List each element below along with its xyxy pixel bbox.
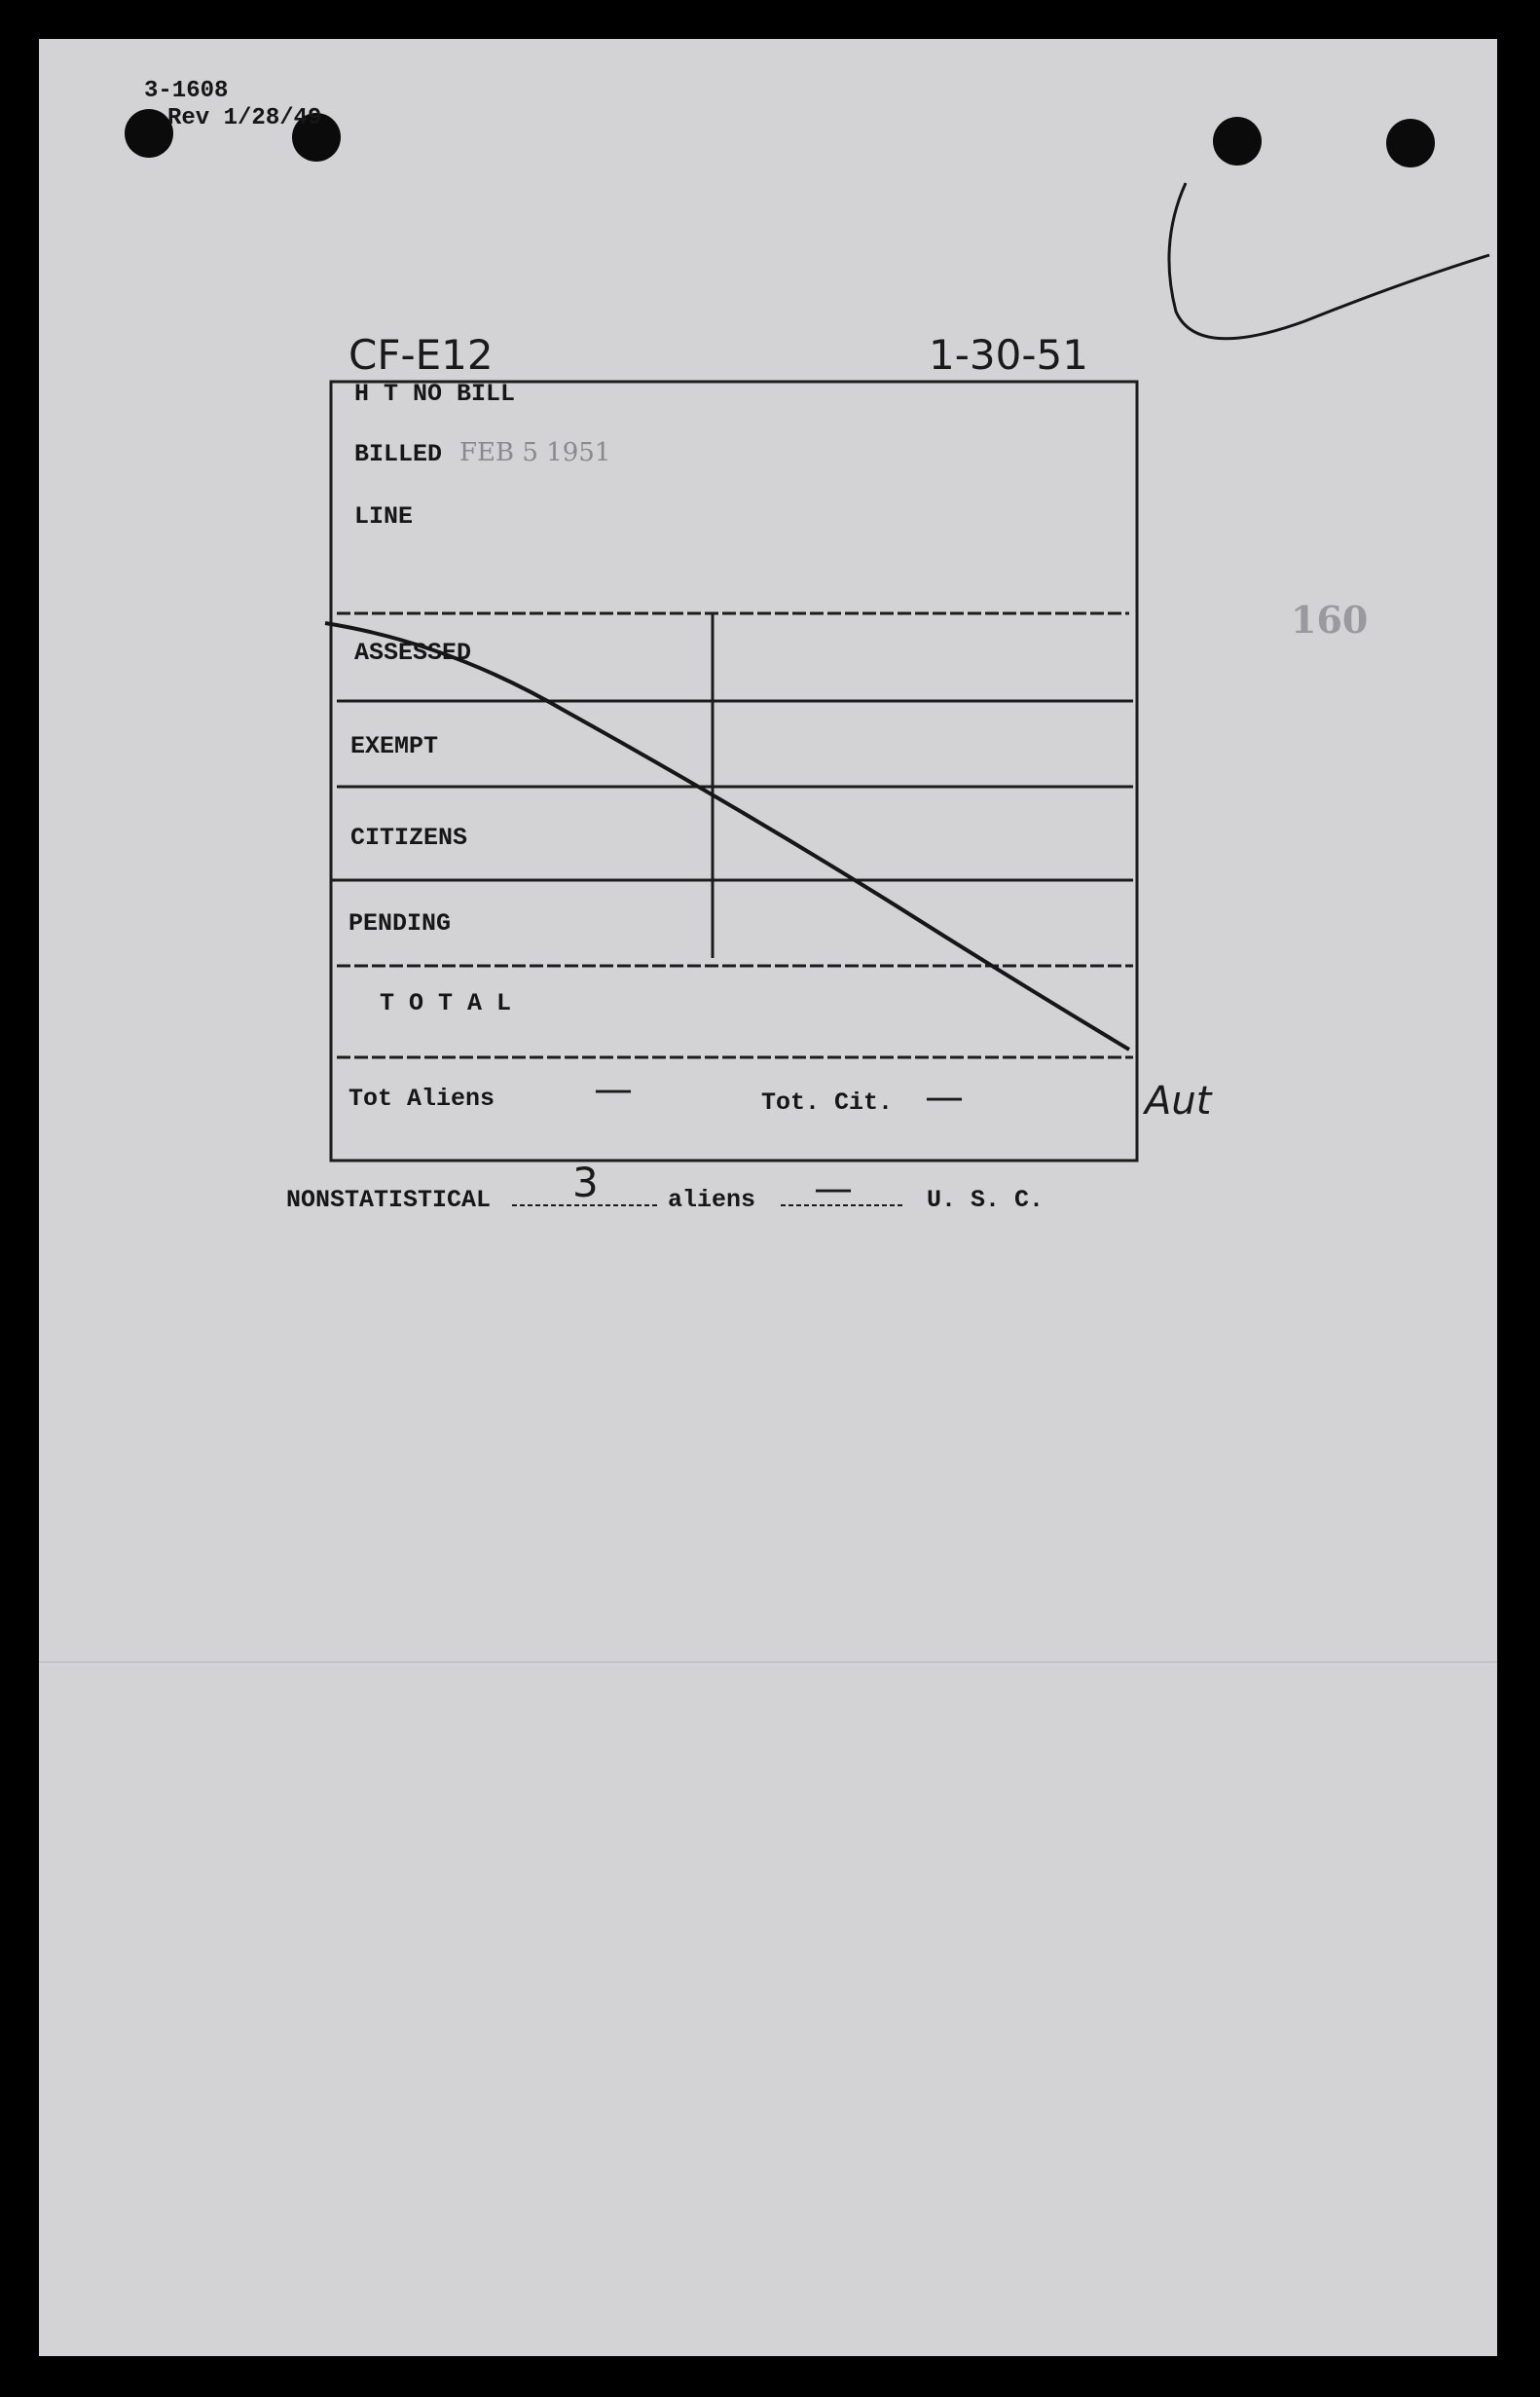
line-label: LINE: [354, 502, 414, 531]
billed-stamp: FEB 5 1951: [459, 438, 611, 467]
ht-label: H T NO BILL: [354, 380, 516, 408]
tot-cit-value: —: [925, 1075, 964, 1120]
form-revision: Rev 1/28/49: [167, 105, 322, 131]
row-label-citizens: CITIZENS: [350, 824, 468, 852]
form-number: 3-1608: [144, 78, 229, 104]
usc-label: U. S. C.: [927, 1186, 1045, 1214]
form-grid: [39, 39, 1497, 2356]
nonstat-aliens-value: 3: [572, 1159, 599, 1206]
nonstat-usc-value: —: [814, 1166, 853, 1211]
row-label-assessed: ASSESSED: [354, 639, 472, 667]
document-page: [39, 39, 1497, 2356]
tot-aliens-value: —: [594, 1067, 633, 1112]
strike-through-line: [325, 623, 1129, 1050]
row-label-pending: PENDING: [348, 909, 452, 938]
page-number: 160: [1291, 598, 1369, 642]
row-label-exempt: EXEMPT: [350, 732, 439, 760]
initials-signature: Aut: [1145, 1079, 1212, 1124]
handwritten-date: 1-30-51: [929, 331, 1088, 379]
total-label: T O T A L: [380, 989, 512, 1017]
handwritten-code: CF-E12: [348, 331, 494, 379]
tot-cit-label: Tot. Cit.: [761, 1088, 894, 1117]
nonstatistical-label: NONSTATISTICAL: [286, 1186, 492, 1214]
aliens-label: aliens: [668, 1186, 756, 1214]
tot-aliens-label: Tot Aliens: [348, 1085, 495, 1113]
pen-check-mark: [1169, 183, 1489, 339]
billed-label: BILLED: [354, 440, 443, 468]
